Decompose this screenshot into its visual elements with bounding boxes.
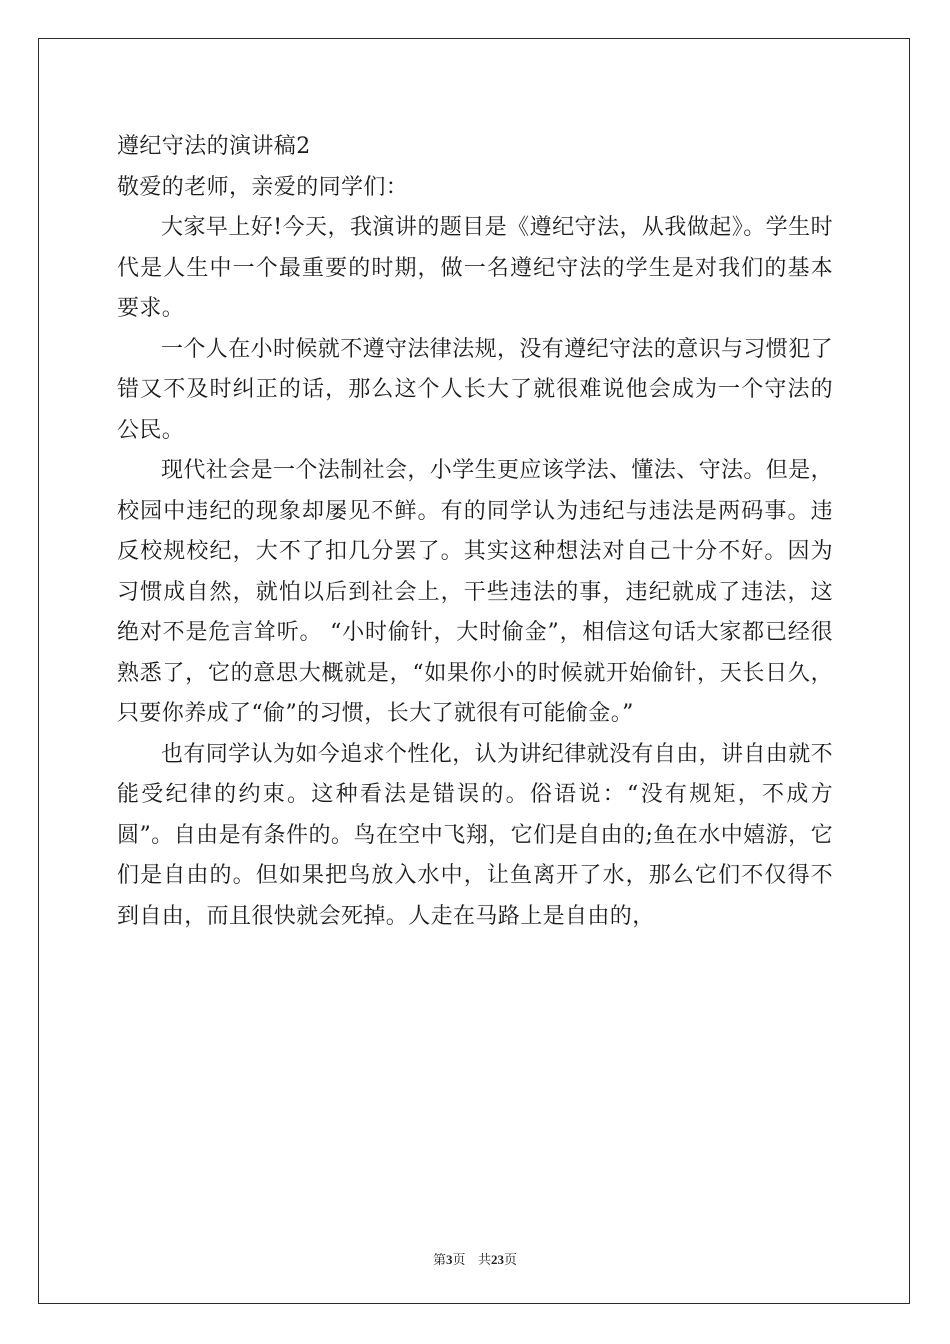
page-suffix: 页 <box>452 1253 466 1268</box>
paragraph-2: 一个人在小时候就不遵守法律法规，没有遵纪守法的意识与习惯犯了错又不及时纠正的话，那么这个人长大了就很难说他会成为一个守法的公民。 <box>117 336 834 443</box>
paragraph-1: 大家早上好!今天，我演讲的题目是《遵纪守法，从我做起》。学生时代是人生中一个最重要的时期，做一名遵纪守法的学生是对我们的基本要求。 <box>117 215 833 321</box>
page-prefix: 第 <box>433 1253 447 1268</box>
document-body <box>117 127 833 937</box>
greeting: 敬爱的老师，亲爱的同学们： <box>117 174 409 200</box>
total-prefix: 共 <box>477 1253 491 1268</box>
total-pages: 23 <box>490 1252 504 1267</box>
paragraph-3: 现代社会是一个法制社会，小学生更应该学法、懂法、守法。但是，校园中违纪的现象却屡见不鲜。有的同学认为违纪与违法是两码事。违反校规校纪，大不了扣几分罢了。其实这种想法对自己十分不好。因为习惯成自然，就怕以后到社会上，干些违法的事，违纪就成了违法，这绝对不是危言耸听。 “小时偷针，大时偷金”，相信这句话大家都已经很熟悉了，它的意思大概就是，“如果你小的时候就开始偷针，天长日久，只要你养成了“偷”的习惯，长大了就很有可能偷金。” <box>117 458 834 726</box>
page-footer <box>0 1249 950 1268</box>
document-title: 遵纪守法的演讲稿2 <box>117 134 311 159</box>
page-number: 3 <box>446 1252 453 1267</box>
total-suffix: 页 <box>503 1253 517 1268</box>
paragraph-4: 也有同学认为如今追求个性化，认为讲纪律就没有自由，讲自由就不能受纪律的约束。这种看法是错误的。俗语说：“没有规矩，不成方圆”。自由是有条件的。鸟在空中飞翔，它们是自由的;鱼在水中嬉游，它们是自由的。但如果把鸟放入水中，让鱼离开了水，那么它们不仅得不到自由，而且很快就会死掉。人走在马路上是自由的， <box>117 741 834 929</box>
